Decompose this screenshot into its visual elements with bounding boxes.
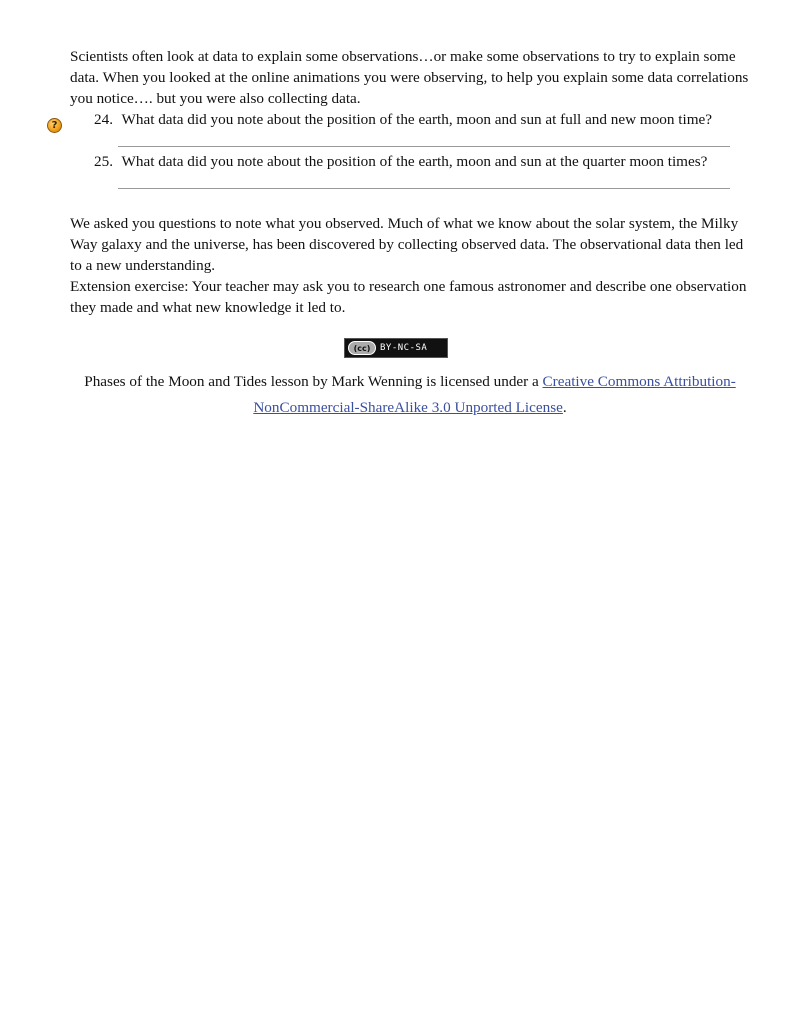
- question-number: 25.: [94, 153, 113, 170]
- cc-license-badge[interactable]: [344, 338, 448, 358]
- cc-badge-label: BY-NC-SA: [380, 343, 428, 353]
- question-25: [94, 151, 754, 172]
- answer-line-25[interactable]: [118, 188, 730, 189]
- extension-exercise: Extension exercise: Your teacher may ask you to research one famous astronomer and describe one observation they made and what new knowledge it led to.: [70, 278, 747, 316]
- license-prefix: Phases of the Moon and Tides lesson by Mark Wenning is licensed under a: [84, 373, 543, 390]
- license-suffix: .: [562, 399, 567, 416]
- license-link[interactable]: Creative Commons Attribution-NonCommercial-ShareAlike 3.0 Unported License: [253, 373, 736, 416]
- cc-logo-icon: (cc): [348, 341, 376, 355]
- outro-paragraph: We asked you questions to note what you observed. Much of what we know about the solar system, the Milky Way galaxy and the universe, has been discovered by collecting observed data. The observational data then led to a new understanding.: [70, 215, 744, 274]
- intro-paragraph: Scientists often look at data to explain some observations…or make some observations to try to explain some data. When you looked at the online animations you were observing, to help you explain some data correlations you notice…. but you were also collecting data.: [70, 48, 749, 107]
- question-text: What data did you note about the position of the earth, moon and sun at the quarter moon times?: [121, 153, 708, 170]
- question-24: [94, 109, 754, 130]
- answer-line-24[interactable]: [118, 146, 730, 147]
- question-text: What data did you note about the position of the earth, moon and sun at full and new moon time?: [121, 111, 713, 128]
- question-mark-icon[interactable]: ?: [47, 118, 62, 133]
- license-statement: [60, 369, 760, 421]
- outro-section: [70, 213, 750, 318]
- question-number: 24.: [94, 111, 113, 128]
